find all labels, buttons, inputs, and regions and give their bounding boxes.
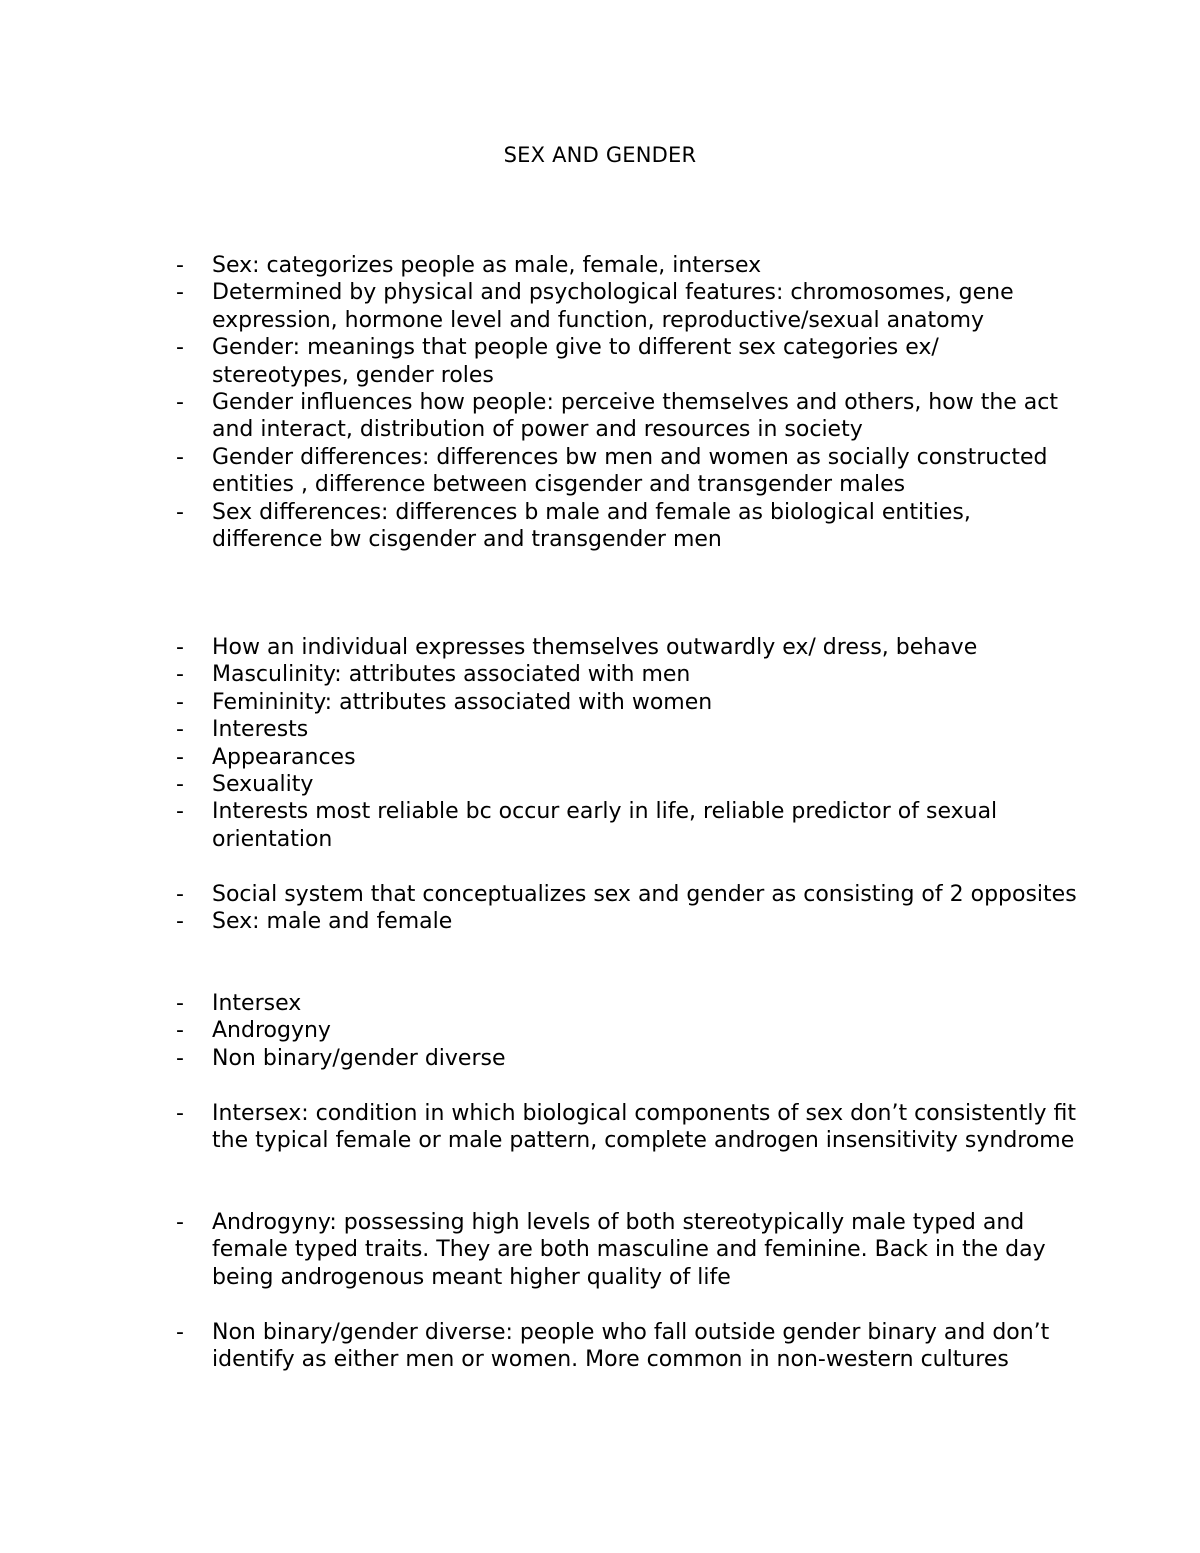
- bullet-item: [0, 389, 1200, 444]
- bullet-text: Non binary/gender diverse: [212, 1045, 506, 1071]
- bullet-item: [0, 334, 1200, 389]
- bullet-item: [0, 1319, 1200, 1374]
- bullet-text: Androgyny: [212, 1018, 331, 1044]
- bullet-marker: -: [176, 1045, 184, 1071]
- bullet-item: [0, 744, 1200, 771]
- bullet-section: [0, 881, 1200, 936]
- page-title: SEX AND GENDER: [503, 143, 697, 167]
- bullet-marker: -: [176, 444, 184, 470]
- bullet-section: [0, 990, 1200, 1072]
- bullet-marker: -: [176, 1320, 184, 1345]
- bullet-item: [0, 634, 1200, 661]
- bullet-text: Interests: [212, 717, 309, 743]
- bullet-marker: -: [176, 689, 184, 715]
- bullet-text: Sexuality: [212, 772, 314, 798]
- bullet-item: [0, 1100, 1200, 1155]
- bullet-marker: -: [176, 635, 184, 660]
- bullet-text: Femininity: attributes associated with women: [212, 689, 713, 715]
- bullet-marker: -: [176, 662, 184, 688]
- bullet-item: [0, 689, 1200, 716]
- bullet-item: [0, 499, 1200, 554]
- bullet-marker: -: [176, 280, 184, 306]
- bullet-text: Gender: meanings that people give to different sex categories ex/ stereotypes, gender roles: [212, 335, 939, 388]
- bullet-text: Social system that conceptualizes sex and gender as consisting of 2 opposites: [212, 882, 1077, 907]
- bullet-text: Non binary/gender diverse: people who fall outside gender binary and don’t identify as either men or women. More common in non-western cultures: [212, 1320, 1050, 1373]
- bullet-section: [0, 634, 1200, 853]
- bullet-section: [0, 1100, 1200, 1155]
- bullet-text: How an individual expresses themselves outwardly ex/ dress, behave: [212, 635, 978, 660]
- bullet-item: [0, 881, 1200, 908]
- bullet-text: Gender differences: differences bw men and women as socially constructed entities , difference between cisgender and transgender males: [212, 444, 1048, 498]
- bullet-marker: -: [176, 909, 184, 935]
- bullet-marker: -: [176, 1101, 184, 1126]
- bullet-text: Interests most reliable bc occur early in life, reliable predictor of sexual orientation: [212, 799, 998, 852]
- bullet-marker: -: [176, 799, 184, 825]
- bullet-marker: -: [176, 253, 184, 278]
- bullet-marker: -: [176, 991, 184, 1016]
- bullet-marker: -: [176, 1210, 184, 1235]
- bullet-item: [0, 1045, 1200, 1072]
- bullet-text: Masculinity: attributes associated with men: [212, 662, 691, 688]
- bullet-item: [0, 798, 1200, 853]
- bullet-marker: -: [176, 744, 184, 770]
- bullet-item: [0, 716, 1200, 743]
- bullet-item: [0, 444, 1200, 499]
- bullet-item: [0, 771, 1200, 798]
- bullet-text: Intersex: condition in which biological components of sex don’t consistently fit the typical female or male pattern, complete androgen insensitivity syndrome: [212, 1101, 1076, 1154]
- bullet-marker: -: [176, 335, 184, 361]
- bullet-marker: -: [176, 717, 184, 743]
- bullet-item: [0, 661, 1200, 688]
- bullet-marker: -: [176, 390, 184, 416]
- bullet-marker: -: [176, 1018, 184, 1044]
- bullet-text: Androgyny: possessing high levels of both stereotypically male typed and female typed traits. They are both masculine and feminine. Back in the day being androgenous meant higher quality of life: [212, 1210, 1046, 1290]
- bullet-text: Sex differences: differences b male and female as biological entities, difference bw cisgender and transgender men: [212, 499, 971, 553]
- bullet-text: Gender influences how people: perceive themselves and others, how the act and interact, distribution of power and resources in society: [212, 390, 1058, 443]
- bullet-text: Sex: male and female: [212, 909, 453, 935]
- bullet-marker: -: [176, 772, 184, 798]
- bullet-section: [0, 1319, 1200, 1374]
- bullet-text: Intersex: [212, 991, 302, 1016]
- bullet-text: Appearances: [212, 744, 356, 770]
- bullet-item: [0, 908, 1200, 935]
- bullet-item: [0, 279, 1200, 334]
- bullet-section: [0, 252, 1200, 553]
- bullet-item: [0, 1209, 1200, 1291]
- bullet-text: Sex: categorizes people as male, female, intersex: [212, 253, 762, 278]
- bullet-marker: -: [176, 882, 184, 907]
- bullet-item: [0, 252, 1200, 279]
- bullet-item: [0, 1017, 1200, 1044]
- bullet-text: Determined by physical and psychological features: chromosomes, gene expression, hormone level and function, reproductive/sexual anatomy: [212, 280, 1014, 333]
- bullet-marker: -: [176, 499, 184, 525]
- bullet-item: [0, 990, 1200, 1017]
- bullet-section: [0, 1209, 1200, 1291]
